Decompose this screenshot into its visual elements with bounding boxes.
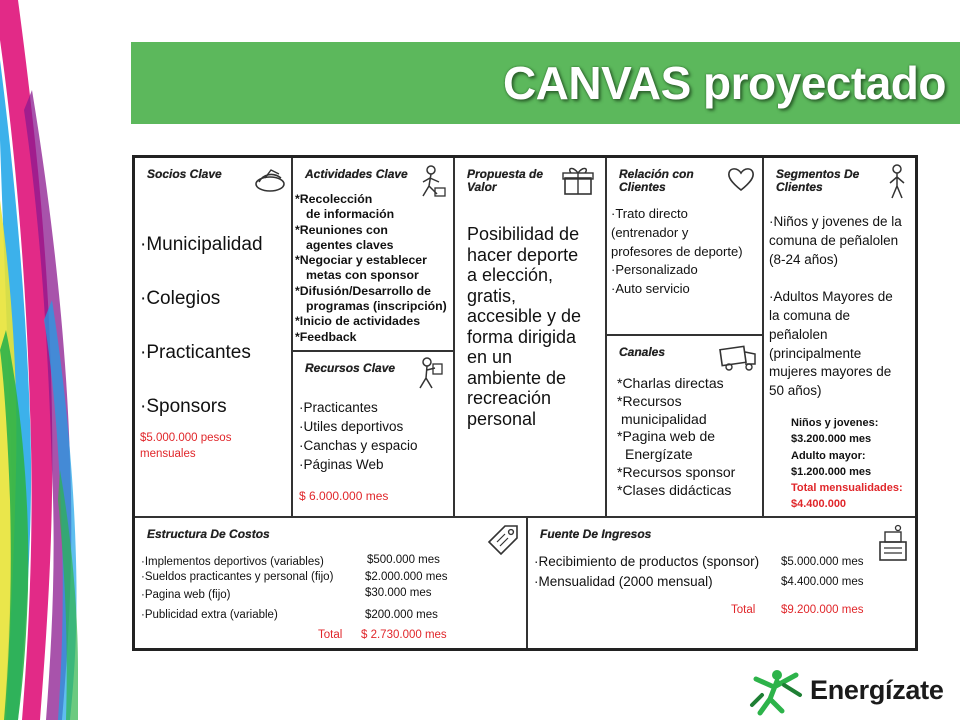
actividades-clave-title: Actividades Clave: [305, 167, 408, 181]
income-row: ·Mensualidad (2000 mensual): [534, 574, 713, 589]
list-item: ·Niños y jovenes de la: [769, 214, 902, 229]
person-icon: [886, 164, 908, 200]
text-line: en un: [467, 347, 513, 367]
list-item: ·Adultos Mayores de: [769, 289, 893, 305]
business-model-canvas: [132, 155, 918, 651]
cost-total-label: Total: [318, 629, 343, 641]
list-item: ·Canchas y espacio: [299, 438, 418, 453]
cost-label: ·Publicidad extra (variable): [141, 609, 278, 621]
list-item: *Charlas directas: [617, 375, 724, 391]
cost-label: ·Sueldos practicantes y personal (fijo): [141, 571, 334, 583]
recursos-clave-cost-note: $ 6.000.000 mes: [299, 489, 389, 503]
cost-value: $30.000 mes: [365, 587, 432, 599]
list-item: *Recursos: [617, 392, 682, 409]
segmentos-clientes-title: [776, 168, 859, 194]
list-item: *Inicio de actividades: [295, 314, 421, 329]
cell-segmentos-clientes: [764, 158, 915, 518]
list-item: ·Personalizado: [611, 262, 698, 278]
text-line: recreación: [467, 388, 552, 408]
income-total-value: $9.200.000 mes: [781, 604, 864, 616]
text-line: gratis,: [467, 285, 517, 306]
recursos-clave-title: Recursos Clave: [305, 361, 396, 375]
list-item: profesores de deporte): [611, 243, 743, 259]
list-item: ·Practicantes: [140, 342, 251, 363]
propuesta-valor-title: [467, 168, 543, 194]
cell-actividades-clave: [293, 158, 455, 352]
title-line: Clientes: [776, 180, 823, 194]
cost-row: [141, 571, 333, 583]
title-line: Valor: [467, 180, 497, 194]
cell-estructura-costos: [135, 518, 528, 648]
heart-icon: [727, 166, 755, 192]
segmentos-clientes-list: [769, 213, 915, 401]
list-item: *Recolección: [295, 192, 373, 206]
income-total-label: Total: [731, 604, 756, 616]
cost-value: $2.000.000 mes: [365, 571, 448, 583]
fuente-ingresos-title: Fuente De Ingresos: [540, 527, 652, 541]
canales-title: Canales: [619, 345, 666, 359]
list-item: ·Practicantes: [299, 400, 378, 415]
income-value: $5.000.000 mes: [781, 556, 864, 568]
note-line: $5.000.000 pesos: [140, 432, 232, 444]
list-item: *Clases didácticas: [617, 481, 732, 498]
cell-relacion-clientes: [607, 158, 764, 336]
cell-recursos-clave: [293, 352, 455, 518]
text-line: forma dirigida: [467, 326, 577, 347]
text-line: a elección,: [467, 265, 554, 285]
cell-canales: [607, 336, 764, 518]
tag-icon: [485, 522, 521, 556]
list-item: ·Trato directo: [611, 206, 688, 221]
list-item: *Reuniones con: [295, 222, 388, 237]
cost-label: ·Implementos deportivos (variables): [141, 556, 324, 568]
cost-row: [141, 609, 278, 621]
truck-icon: [717, 342, 759, 372]
socios-clave-cost-note: [140, 430, 231, 462]
text-line: accesible y de: [467, 306, 582, 326]
financial-line: Adulto mayor:: [791, 449, 866, 462]
list-item: municipalidad: [621, 410, 707, 427]
text-line: hacer deporte: [467, 244, 579, 265]
title-line: Relación con: [619, 167, 694, 181]
worker-icon: [413, 356, 445, 390]
relacion-clientes-list: [611, 205, 743, 299]
socios-clave-list: [140, 218, 263, 434]
text-line: personal: [467, 408, 537, 429]
relacion-clientes-title: [619, 168, 694, 194]
financial-total-value: $4.400.000: [791, 498, 847, 511]
cost-label: ·Pagina web (fijo): [141, 589, 231, 601]
list-item: mujeres mayores de: [769, 364, 892, 380]
list-item: de información: [306, 207, 395, 222]
cost-row-value: [367, 554, 440, 566]
actividades-clave-list: [295, 192, 447, 345]
slide-title: CANVAS proyectado: [502, 57, 946, 109]
title-line: Propuesta de: [467, 167, 544, 181]
financial-total-label: Total mensualidades:: [791, 482, 903, 495]
canales-list: [617, 375, 735, 500]
financial-line: Niños y jovenes:: [791, 417, 879, 429]
list-item: la comuna de: [769, 307, 851, 323]
list-item: ·Utiles deportivos: [299, 419, 404, 434]
list-item: *Recursos sponsor: [617, 463, 736, 480]
list-item: ·Municipalidad: [140, 234, 263, 255]
handshake-icon: [253, 164, 287, 194]
financial-line: $3.200.000 mes: [791, 433, 872, 446]
cost-row: [141, 556, 324, 568]
cell-propuesta-valor: [455, 158, 607, 518]
cost-value: $500.000 mes: [367, 554, 440, 566]
list-item: *Feedback: [295, 329, 357, 344]
list-item: Energízate: [625, 446, 693, 463]
list-item: ·Páginas Web: [299, 457, 384, 472]
list-item: agentes claves: [306, 237, 394, 252]
cost-row-value: [365, 587, 432, 599]
cost-value: $200.000 mes: [365, 609, 438, 621]
cost-row-value: [365, 571, 447, 583]
cost-row: [141, 589, 230, 601]
list-item: ·Sponsors: [140, 396, 227, 417]
cell-fuente-ingresos: [528, 518, 915, 648]
title-bar: [131, 42, 960, 124]
decorative-ribbons: [0, 0, 130, 720]
list-item: (entrenador y: [611, 224, 689, 240]
title-line: Segmentos De: [776, 167, 860, 181]
list-item: programas (inscripción): [306, 299, 447, 314]
list-item: *Difusión/Desarrollo de: [295, 283, 431, 298]
estructura-costos-title: Estructura De Costos: [147, 527, 270, 541]
list-item: peñalolen: [769, 326, 828, 342]
list-item: *Negociar y establecer: [295, 253, 427, 268]
financial-line: $1.200.000 mes: [791, 465, 872, 478]
recursos-clave-list: [299, 398, 418, 474]
title-line: Clientes: [619, 180, 666, 194]
cash-register-icon: [876, 524, 910, 564]
note-line: mensuales: [140, 448, 196, 460]
text-line: ambiente de: [467, 367, 567, 388]
list-item: (8-24 años): [769, 251, 839, 267]
cell-socios-clave: [135, 158, 293, 518]
list-item: comuna de peñalolen: [769, 232, 899, 248]
text-line: Posibilidad de: [467, 224, 580, 244]
gift-icon: [559, 164, 597, 198]
list-spacer: [769, 269, 915, 288]
socios-clave-title: Socios Clave: [147, 167, 222, 181]
brand-name: Energízate: [810, 675, 944, 705]
propuesta-valor-text: [467, 224, 607, 429]
list-item: ·Colegios: [140, 288, 221, 309]
list-item: ·Auto servicio: [611, 281, 690, 297]
list-item: (principalmente: [769, 345, 862, 361]
brand-logo: [742, 661, 960, 720]
cost-row-value: [365, 609, 438, 621]
segmentos-financials: [791, 415, 903, 513]
income-value: $4.400.000 mes: [781, 576, 864, 588]
energizate-logo-icon: [748, 665, 806, 717]
list-item: *Pagina web de: [617, 428, 716, 445]
list-item: 50 años): [769, 383, 822, 399]
list-item: metas con sponsor: [306, 268, 419, 283]
cost-total-value: $ 2.730.000 mes: [361, 629, 447, 641]
income-row: ·Recibimiento de productos (sponsor): [534, 554, 760, 569]
